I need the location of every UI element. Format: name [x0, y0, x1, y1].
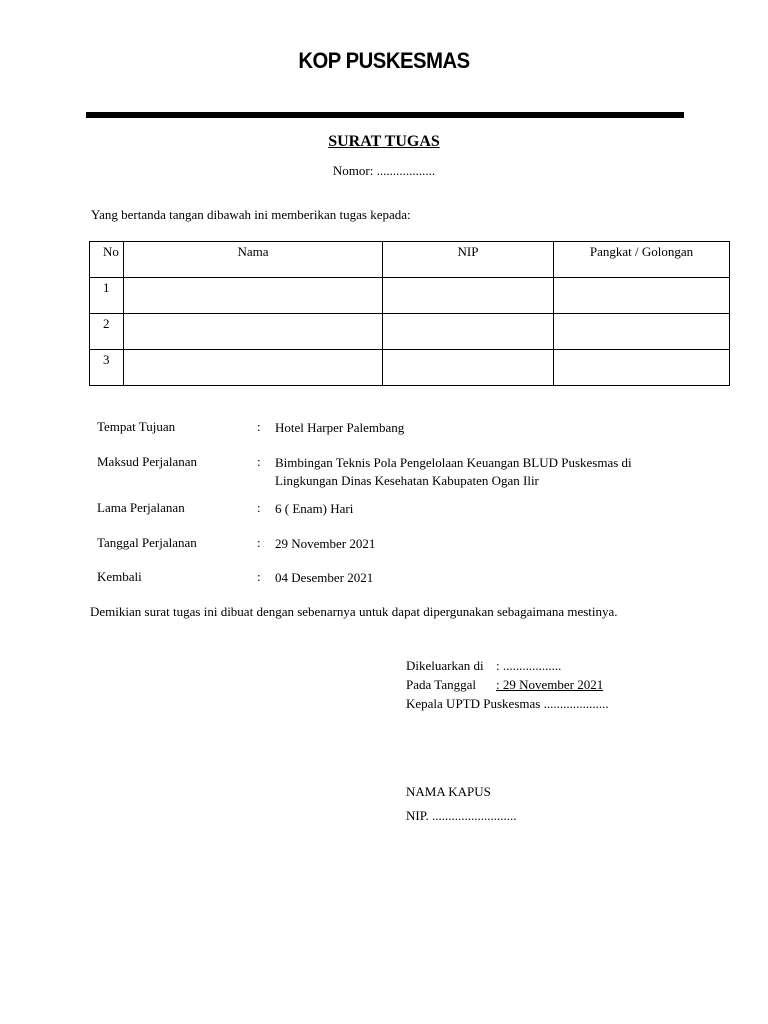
table-header-row [90, 242, 730, 278]
table-row [90, 350, 730, 386]
row-nama [124, 350, 383, 386]
detail-value: 04 Desember 2021 [275, 570, 374, 585]
signatory-name: NAMA KAPUS [406, 784, 491, 799]
row-no: 2 [90, 314, 124, 350]
detail-label: Tanggal Perjalanan [97, 535, 197, 550]
row-nip [383, 350, 554, 386]
row-nip [383, 314, 554, 350]
signature-issued-place [406, 658, 561, 674]
detail-value: Hotel Harper Palembang [275, 420, 405, 435]
row-nama [124, 314, 383, 350]
header-nama: Nama [124, 242, 383, 278]
row-pangkat [554, 278, 730, 314]
row-no: 3 [90, 350, 124, 386]
issued-value: : .................. [496, 658, 562, 673]
letterhead-title: KOP PUSKESMAS [298, 48, 470, 73]
header-no: No [90, 242, 124, 278]
detail-colon: : [257, 500, 261, 515]
detail-value: 6 ( Enam) Hari [275, 501, 354, 516]
row-nama [124, 278, 383, 314]
row-pangkat [554, 350, 730, 386]
issued-label: Dikeluarkan di [406, 658, 484, 673]
date-value: : 29 November 2021 [496, 677, 604, 692]
letterhead-rule [86, 112, 684, 118]
detail-colon: : [257, 419, 261, 434]
detail-label: Tempat Tujuan [97, 419, 176, 434]
table-row [90, 314, 730, 350]
row-pangkat [554, 314, 730, 350]
header-nip: NIP [383, 242, 554, 278]
document-number: Nomor: .................. [332, 163, 436, 178]
detail-label: Maksud Perjalanan [97, 454, 198, 469]
detail-colon: : [257, 535, 261, 550]
closing-statement: Demikian surat tugas ini dibuat dengan sebenarnya untuk dapat dipergunakan sebagaimana mestinya. [90, 604, 618, 619]
detail-value: 29 November 2021 [275, 536, 376, 551]
detail-value: Bimbingan Teknis Pola Pengelolaan Keuangan BLUD Puskesmas di Lingkungan Dinas Kesehatan Kabupaten Ogan Ilir [275, 455, 632, 488]
intro-text: Yang bertanda tangan dibawah ini memberikan tugas kepada: [91, 207, 411, 222]
document-title: SURAT TUGAS [328, 133, 440, 150]
row-no: 1 [90, 278, 124, 314]
signature-date [406, 677, 603, 693]
detail-colon: : [257, 569, 261, 584]
assignee-table [89, 241, 730, 386]
detail-colon: : [257, 454, 261, 469]
row-nip [383, 278, 554, 314]
date-label: Pada Tanggal [406, 677, 476, 692]
header-pangkat: Pangkat / Golongan [554, 242, 730, 278]
signatory-nip: NIP. .......................... [406, 808, 517, 823]
table-row [90, 278, 730, 314]
signature-position: Kepala UPTD Puskesmas .................... [406, 696, 609, 711]
detail-label: Kembali [97, 569, 142, 584]
detail-label: Lama Perjalanan [97, 500, 185, 515]
